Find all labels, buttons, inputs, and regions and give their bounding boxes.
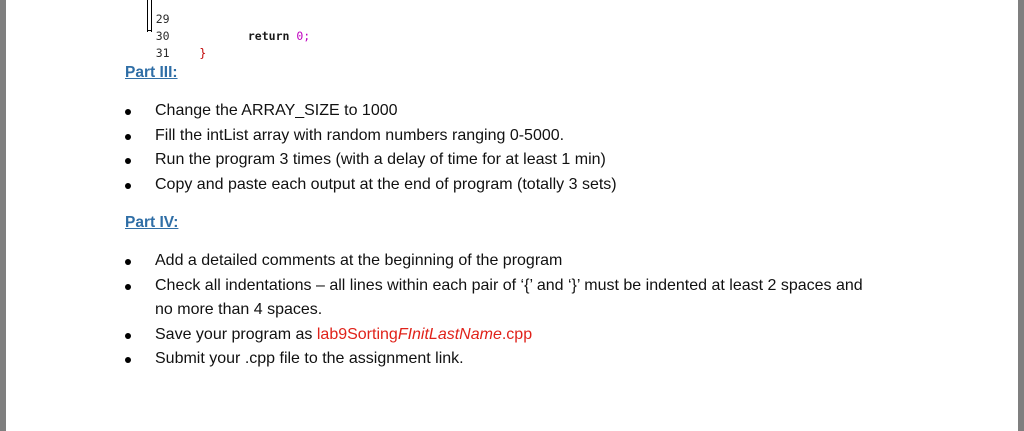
part4-heading: Part IV: [125,214,179,231]
line-number: 31 [155,46,170,60]
list-item [125,99,915,124]
bullet-icon [125,357,131,363]
filename-prefix: lab9Sorting [316,325,398,343]
list-item [125,148,915,173]
list-item [125,124,915,149]
bullet-icon [125,134,131,140]
list-item-text: Submit your .cpp file to the assignment link. [155,350,464,367]
line-number: 29 [155,12,170,26]
filename-placeholder: FInitLastName [397,325,502,343]
bullet-icon [125,158,131,164]
closing-brace: } [199,46,207,60]
window-frame-right [1018,0,1024,431]
list-item-text: Add a detailed comments at the beginning of the program [155,252,563,269]
code-line-31 [128,28,207,60]
part3-list [125,99,915,197]
bullet-icon [125,259,131,265]
bullet-icon [125,183,131,189]
list-item-text: Run the program 3 times (with a delay of time for at least 1 min) [155,151,606,168]
list-item [125,173,915,198]
statement-terminator: ; [303,29,311,43]
fold-marker [147,30,152,31]
code-block-marker [151,0,152,32]
return-value: 0 [296,29,304,43]
return-keyword: return [247,29,290,43]
list-item-text: Copy and paste each output at the end of program (totally 3 sets) [155,175,617,193]
filename-extension: .cpp [501,325,533,343]
list-item-text: Check all indentations – all lines within each pair of ‘{’ and ‘}’ must be indented at least 2 spaces and [155,276,863,294]
bullet-icon [125,109,131,115]
list-item-text: Fill the intList array with random numbers ranging 0-5000. [155,126,565,144]
list-item-text: Change the ARRAY_SIZE to 1000 [155,102,398,119]
bullet-icon [125,333,131,339]
part3-heading: Part III: [125,64,178,81]
list-item [125,347,915,372]
window-frame-left [0,0,6,431]
code-gutter-line [147,0,148,32]
list-item-text-continued: no more than 4 spaces. [155,301,323,318]
list-item [125,274,915,323]
list-item-text: Save your program as [155,325,317,343]
code-line-30 [128,11,311,43]
line-number: 30 [155,29,170,43]
part4-list [125,249,915,372]
bullet-icon [125,284,131,290]
list-item [125,249,915,274]
code-line-29 [128,0,172,26]
list-item [125,323,915,348]
